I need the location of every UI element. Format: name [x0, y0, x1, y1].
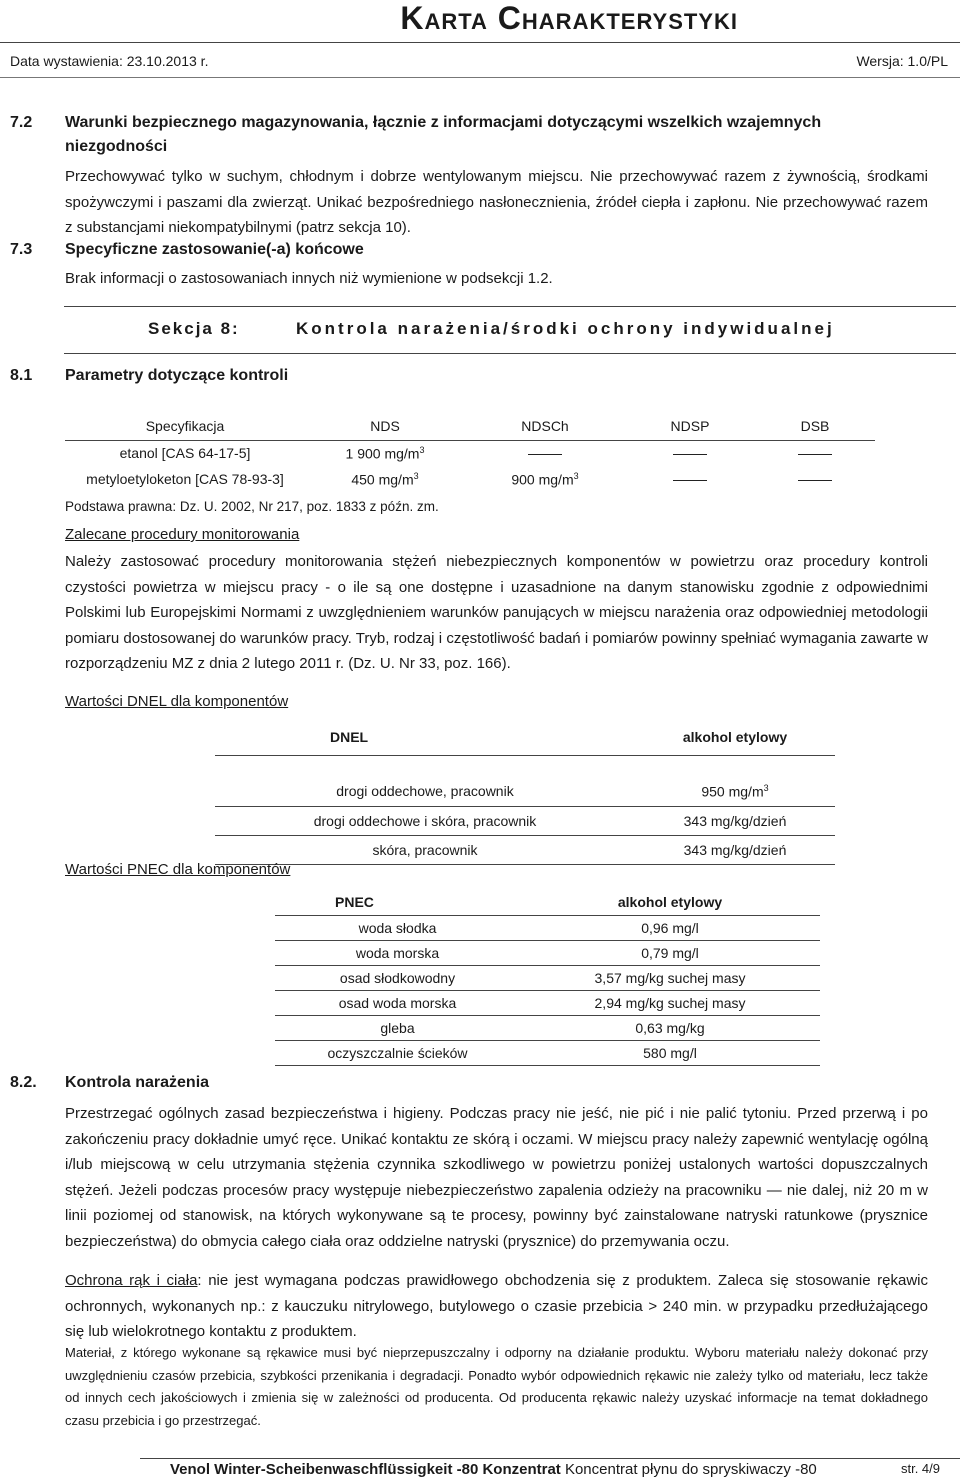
pnec-value: 0,96 mg/l — [641, 919, 699, 936]
page-number: str. 4/9 — [900, 1461, 940, 1476]
dnel-value: 343 mg/kg/dzień — [683, 812, 787, 829]
table-row — [275, 915, 820, 940]
environment: oczyszczalnie ścieków — [327, 1044, 468, 1061]
no-value-dash — [673, 480, 707, 481]
dnel-title: Wartości DNEL dla komponentów — [65, 693, 289, 710]
table-row — [275, 940, 820, 965]
col-header: NDS — [370, 417, 400, 434]
section-7-2-text: Przechowywać tylko w suchym, chłodnym i dobrze wentylowanym miejscu. Nie przechowywać razem z żywnością, środkami spożywczymi i paszami dla zwierząt. Unikać bezpośredniego nasłonecznienia, źródeł ciepła i zapłonu. Nie przechowywać razem z substancjami niekompatybilnymi (patrz sekcja 10). — [65, 168, 928, 236]
pnec-table — [275, 890, 820, 1066]
table-row — [275, 990, 820, 1015]
col-header: Specyfikacja — [145, 417, 225, 434]
hand-protection-body: : nie jest wymagana podczas prawidłowego obchodzenia się z produktem. Zaleca się stosowanie rękawic ochronnych, wykonanych np.: z kauczuku nitrylowego, butylowego o czasie przebicia > 240 min. w przypadku przedłużającego się lub wielokrotnego kontaktu z produktem. — [65, 1272, 929, 1340]
no-value-dash — [528, 454, 562, 455]
table-row — [65, 466, 875, 492]
section-8-1-number: 8.1 — [10, 367, 33, 384]
dnel-value: 343 mg/kg/dzień — [683, 841, 787, 858]
pnec-value: 0,79 mg/l — [641, 944, 699, 961]
ndsch-value: 900 mg/m — [511, 471, 574, 488]
table-row — [275, 1015, 820, 1040]
nds-value: 450 mg/m — [351, 471, 414, 488]
issue-date: Data wystawienia: 23.10.2013 r. — [10, 53, 209, 69]
pnec-value: 580 mg/l — [643, 1044, 697, 1061]
legal-basis: Podstawa prawna: Dz. U. 2002, Nr 217, poz. 1833 z późn. zm. — [65, 499, 439, 514]
col-header: NDSP — [670, 417, 710, 434]
unit-exponent: 3 — [413, 470, 419, 481]
section-7-2-title-line1: Warunki bezpiecznego magazynowania, łącznie z informacjami dotyczącymi wszelkich wzajemnych — [65, 114, 822, 131]
hand-protection-label: Ochrona rąk i ciała — [65, 1272, 198, 1289]
environment: woda słodka — [358, 919, 437, 936]
glove-material-note: Materiał, z którego wykonane są rękawice musi być nieprzepuszczalny i odporny na działanie produktu. Wyboru materiału należy dokonać przy uwzględnieniu czasów przebicia, szybkości przenikania i degradacji. Ponadto wybór odpowiednich rękawic nie zależy tylko od materiału, lecz także od innych cech jakościowych i zmienia się w zależności od producenta. Od producenta rękawic należy uzyskać informacje na temat dokładnego czasu przebicia i go przestrzegać. — [65, 1345, 928, 1428]
unit-exponent: 3 — [419, 444, 425, 455]
route: skóra, pracownik — [372, 841, 478, 858]
product-description: Koncentrat płynu do spryskiwaczy -80 — [560, 1461, 817, 1478]
document-title: Karta Charakterystyki — [400, 0, 738, 36]
footer-product — [170, 1461, 817, 1478]
substance: etanol [CAS 64-17-5] — [119, 445, 251, 462]
dnel-header: alkohol etylowy — [682, 729, 788, 746]
section-8-2-title: Kontrola narażenia — [65, 1074, 210, 1091]
section-8-title: Kontrola narażenia/środki ochrony indywidualnej — [296, 319, 835, 338]
no-value-dash — [798, 454, 832, 455]
version: Wersja: 1.0/PL — [856, 53, 948, 69]
table-row — [215, 835, 835, 864]
dnel-table — [215, 720, 835, 865]
section-8-2-number: 8.2. — [10, 1074, 37, 1091]
footer-divider — [140, 1458, 960, 1459]
table-row — [215, 777, 835, 806]
route: drogi oddechowe, pracownik — [336, 783, 514, 800]
environment: woda morska — [355, 944, 440, 961]
product-name: Venol Winter-Scheibenwaschflüssigkeit -80 Konzentrat — [170, 1461, 561, 1478]
nds-value: 1 900 mg/m — [345, 445, 420, 462]
pnec-header: alkohol etylowy — [617, 894, 723, 911]
pnec-value: 0,63 mg/kg — [635, 1019, 705, 1036]
section-7-3-text: Brak informacji o zastosowaniach innych niż wymienione w podsekcji 1.2. — [65, 270, 553, 287]
monitoring-title: Zalecane procedury monitorowania — [65, 526, 300, 543]
environment: osad woda morska — [338, 994, 457, 1011]
exposure-control-text: Przestrzegać ogólnych zasad bezpieczeństwa i higieny. Podczas pracy nie jeść, nie pić i nie palić tytoniu. Przed przerwą i po zakończeniu pracy dokładnie umyć ręce. Unikać kontaktu ze skórą i oczami. W miejscu pracy należy zapewnić wentylację ogólną i/lub miejscową w celu utrzymania stężenia czynnika szkodliwego w powietrzu poniżej ustalonych wartości dopuszczalnych stężeń. Jeżeli podczas procesów pracy występuje niebezpieczeństwo zapalenia odzieży na pracowniku — nie dalej, niż 20 m w linii poziomej od stanowisk, na których wykonywane są te procesy, powinny być zainstalowane natryski ratunkowe (prysznice bezpieczeństwa) do obmycia całego ciała oraz oddzielne natryski (prysznice) do przemywania oczu. — [65, 1105, 928, 1250]
monitoring-text: Należy zastosować procedury monitorowania stężeń niebezpiecznych komponentów w powietrzu oraz procedury kontroli czystości powietrza w miejscu pracy - o ile są one dostępne i uzasadnione na danym stanowisku zgodnie z odpowiednimi Polskimi lub Europejskimi Normami z uwzględnieniem warunków panujących w miejscu narażenia oraz odpowiedniej metodologii pomiaru dostosowanej do warunków pracy. Tryb, rodzaj i częstotliwość badań i pomiarów powinny spełniać wymagania zawarte w rozporządzeniu MZ z dnia 2 lutego 2011 r. (Dz. U. Nr 33, poz. 166). — [65, 553, 928, 672]
unit-exponent: 3 — [763, 782, 769, 793]
environment: gleba — [380, 1019, 415, 1036]
unit-exponent: 3 — [573, 470, 579, 481]
no-value-dash — [798, 480, 832, 481]
exposure-limits-table — [65, 412, 875, 492]
col-header: NDSCh — [521, 417, 569, 434]
section-8-label: Sekcja 8: — [148, 319, 240, 338]
substance: metyloetyloketon [CAS 78-93-3] — [86, 471, 284, 487]
section-8-1-title: Parametry dotyczące kontroli — [65, 367, 289, 384]
section-7-3-title: Specyficzne zastosowanie(-a) końcowe — [65, 241, 364, 258]
table-row — [65, 440, 875, 466]
section-7-2-number: 7.2 — [10, 114, 33, 131]
pnec-header: PNEC — [335, 894, 374, 911]
dnel-header: DNEL — [330, 729, 369, 746]
no-value-dash — [673, 454, 707, 455]
table-row — [275, 965, 820, 990]
header-divider-2 — [0, 77, 960, 78]
header-divider — [0, 42, 960, 43]
table-row — [215, 806, 835, 835]
route: drogi oddechowe i skóra, pracownik — [313, 812, 537, 829]
col-header: DSB — [800, 417, 830, 434]
section-7-2-title-line2: niezgodności — [65, 138, 168, 155]
pnec-value: 2,94 mg/kg suchej masy — [594, 994, 746, 1011]
dnel-value: 950 mg/m — [701, 783, 764, 800]
table-row — [275, 1040, 820, 1065]
environment: osad słodkowodny — [339, 969, 456, 986]
pnec-value: 3,57 mg/kg suchej masy — [594, 969, 746, 986]
pnec-title: Wartości PNEC dla komponentów — [65, 861, 291, 878]
section-7-3-number: 7.3 — [10, 241, 33, 258]
hand-protection-text — [65, 1268, 928, 1345]
